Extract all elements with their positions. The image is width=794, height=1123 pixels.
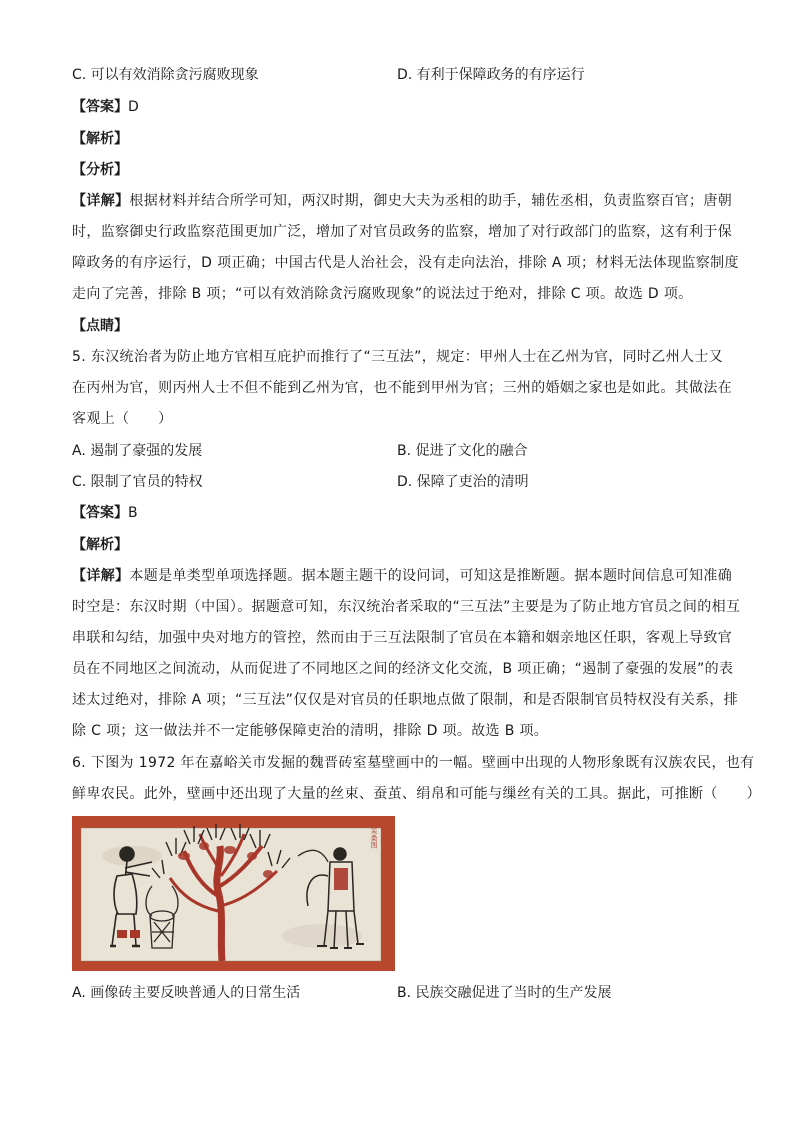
- q6-option-b: B. 民族交融促进了当时的生产发展: [397, 985, 612, 1001]
- q5-detail-line-3: 串联和勾结，加强中央对地方的管控，然而由于三互法限制了官员在本籍和姻亲地区任职，客观上导致官: [72, 630, 733, 646]
- mural-image: [72, 816, 395, 971]
- q5-option-d: D. 保障了吏治的清明: [397, 474, 529, 490]
- q4-option-c: C. 可以有效消除贪污腐败现象: [72, 67, 259, 83]
- q6-stem-line-2: 鲜卑农民。此外，壁画中还出现了大量的丝束、蚕茧、绢帛和可能与缫丝有关的工具。据此，可推断（ ）: [72, 786, 761, 802]
- q4-analysis-label: 【解析】: [72, 131, 128, 147]
- detail-text: 本题是单类型单项选择题。据本题主题干的设问词，可知这是推断题。据本题时间信息可知准确: [129, 568, 733, 584]
- mural-drawing: [72, 816, 395, 971]
- q5-stem-line-3: 客观上（ ）: [72, 411, 173, 427]
- q4-detail-line-1: [72, 191, 732, 211]
- q5-detail-line-2: 时空是：东汉时期（中国）。据题意可知，东汉统治者采取的“三互法”主要是为了防止地方官员之间的相互: [72, 599, 741, 615]
- answer-label: 【答案】: [72, 505, 128, 521]
- q5-option-c: C. 限制了官员的特权: [72, 474, 203, 490]
- q5-detail-line-1: [72, 566, 732, 586]
- q5-answer: [72, 503, 138, 523]
- q4-fenxi-label: 【分析】: [72, 162, 128, 178]
- q5-option-a: A. 遏制了豪强的发展: [72, 443, 203, 459]
- q5-detail-line-5: 述太过绝对，排除 A 项；“三互法”仅仅是对官员的任职地点做了限制，和是否限制官员特权没有关系，排: [72, 692, 739, 708]
- q5-analysis-label: 【解析】: [72, 537, 128, 553]
- detail-label: 【详解】: [72, 193, 130, 209]
- detail-text: 根据材料并结合所学可知，两汉时期，御史大夫为丞相的助手，辅佐丞相，负责监察百官；唐朝: [129, 193, 733, 209]
- q4-detail-line-4: 走向了完善，排除 B 项；“可以有效消除贪污腐败现象”的说法过于绝对，排除 C 项。故选 D 项。: [72, 286, 693, 302]
- q4-answer: [72, 97, 139, 117]
- q5-stem-line-2: 在丙州为官，则丙州人士不但不能到乙州为官，也不能到甲州为官；三州的婚姻之家也是如此。其做法在: [72, 380, 733, 396]
- q4-detail-line-3: 障政务的有序运行，D 项正确；中国古代是人治社会，没有走向法治，排除 A 项；材料无法体现监察制度: [72, 255, 739, 271]
- q4-dianjing-label: 【点睛】: [72, 318, 128, 334]
- mural-caption: 采桑图: [370, 827, 378, 849]
- detail-label: 【详解】: [72, 568, 130, 584]
- q6-stem-line-1: 6. 下图为 1972 年在嘉峪关市发掘的魏晋砖室墓壁画中的一幅。壁画中出现的人物形象既有汉族农民，也有: [72, 755, 755, 771]
- q5-stem-line-1: 5. 东汉统治者为防止地方官相互庇护而推行了“三互法”，规定：甲州人士在乙州为官，同时乙州人士又: [72, 349, 724, 365]
- q5-option-b: B. 促进了文化的融合: [397, 443, 528, 459]
- q6-option-a: A. 画像砖主要反映普通人的日常生活: [72, 985, 301, 1001]
- answer-value: D: [128, 99, 139, 115]
- q5-detail-line-6: 除 C 项；这一做法并不一定能够保障吏治的清明，排除 D 项。故选 B 项。: [72, 723, 549, 739]
- q5-detail-line-4: 员在不同地区之间流动，从而促进了不同地区之间的经济文化交流，B 项正确；“遏制了豪强的发展”的表: [72, 661, 734, 677]
- q4-option-d: D. 有利于保障政务的有序运行: [397, 67, 585, 83]
- answer-value: B: [128, 505, 138, 521]
- answer-label: 【答案】: [72, 99, 128, 115]
- q4-detail-line-2: 时，监察御史行政监察范围更加广泛，增加了对官员政务的监察，增加了对行政部门的监察，这有利于保: [72, 224, 733, 240]
